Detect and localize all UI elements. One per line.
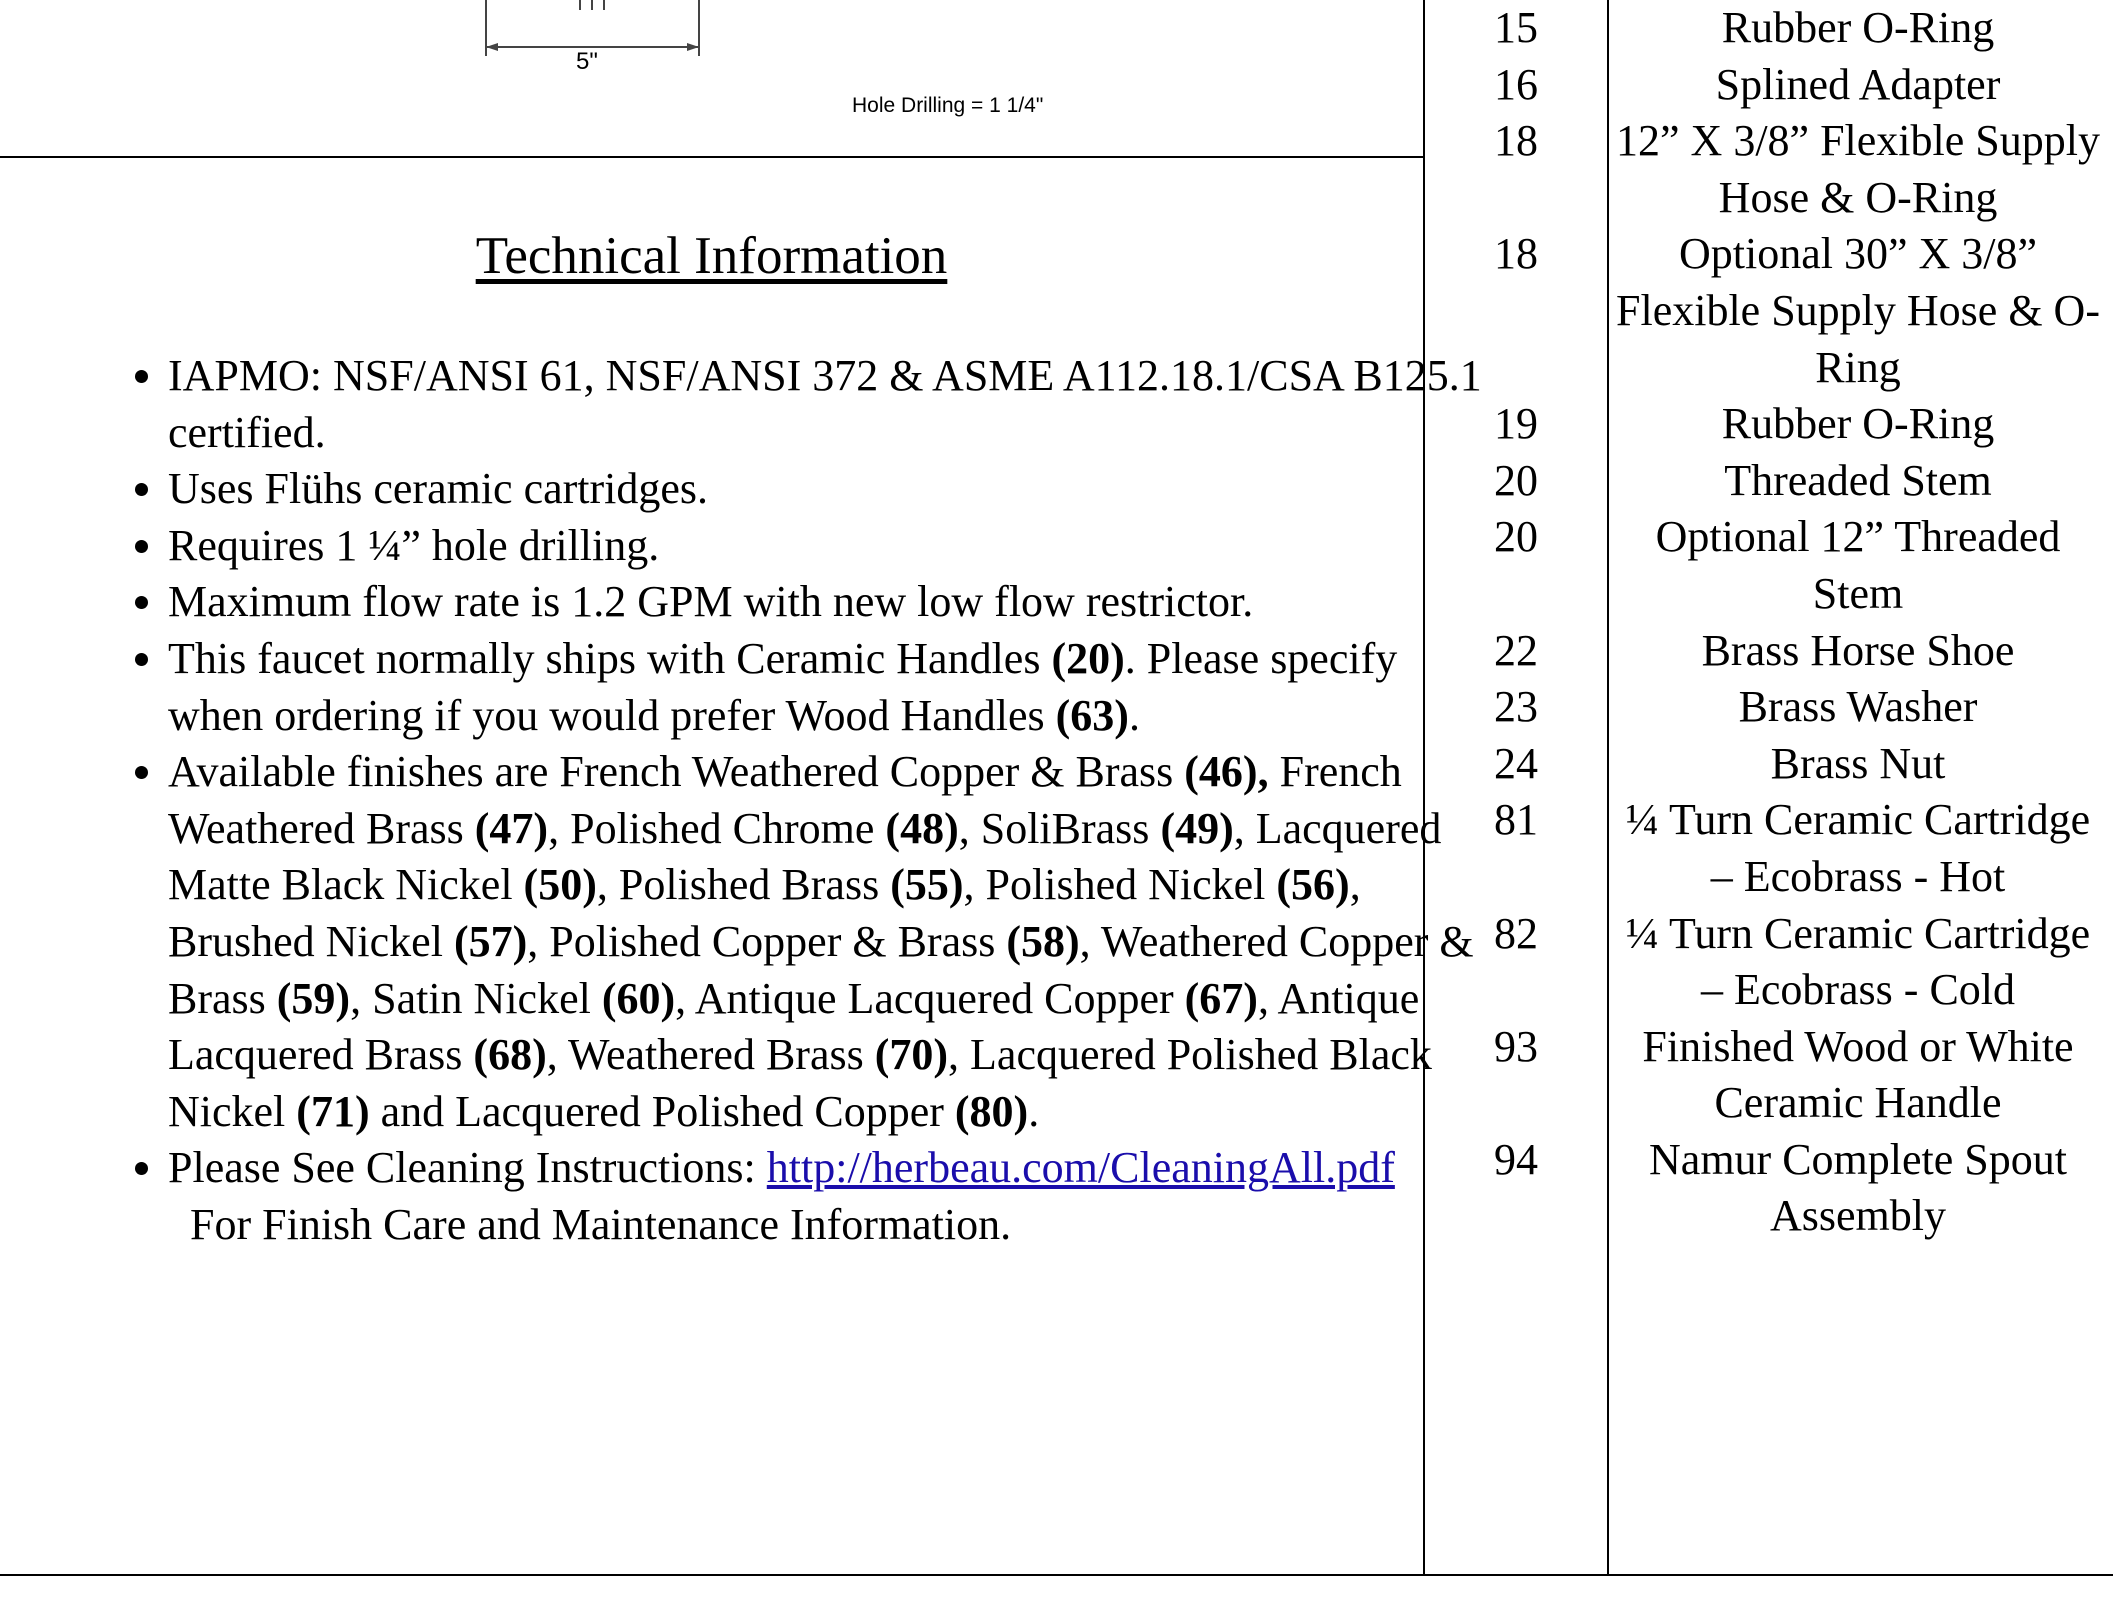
finish-name: Polished Copper & Brass [549, 916, 996, 966]
table-row [1427, 57, 2113, 114]
part-number: 20 [1494, 455, 1538, 505]
part-number: 18 [1494, 116, 1538, 166]
part-number: 94 [1494, 1134, 1538, 1184]
bullet-handles: • This faucet normally ships with Ceramic Handles (20). Please specify when ordering if you would prefer Wood Handles (63). [168, 631, 1488, 744]
part-description: Rubber O-Ring [1721, 399, 1995, 449]
finish-code: (70) [874, 1030, 949, 1080]
bullet-cartridges: • Uses Flühs ceramic cartridges. [168, 461, 1488, 518]
finish-name: Polished Brass [618, 860, 880, 910]
part-description: Rubber O-Ring [1721, 3, 1995, 52]
finish-separator: , [1349, 860, 1372, 910]
finish-separator: , [958, 803, 981, 853]
finish-separator: , [1257, 973, 1278, 1023]
table-row [1427, 453, 2113, 510]
finish-name: French Weathered Copper & Brass [559, 747, 1174, 797]
table-row [1427, 792, 2113, 905]
bullet-hole-drilling: • Requires 1 ¼” hole drilling. [168, 518, 1488, 575]
bullet-finishes: • Available finishes are French Weathered Copper & Brass (46), French Weathered Brass (47), Polished Chrome (48), SoliBrass (49), Lacquered Matte Black Nickel (50), Polished Brass (55), Polished Nickel (56), Brushed Nickel (57), Polished Copper & Brass (58), Weathered Copper & Brass (59), Satin Nickel (60), Antique Lacquered Copper (67), Antique Lacquered Brass (68), Weathered Brass (70), Lacquered Polished Black Nickel (71) and Lacquered Polished Copper (80). [168, 744, 1488, 1140]
technical-info-list [78, 348, 1488, 1254]
finish-code: (71) [296, 1086, 370, 1136]
part-number: 81 [1494, 795, 1538, 845]
part-description: 12” X 3/8” Flexible Supply Hose & O-Ring [1616, 116, 2100, 222]
finish-code: (46), [1184, 747, 1269, 797]
dimension-drawing [0, 0, 1423, 156]
finish-name: Lacquered Matte Black Nickel [168, 803, 1442, 910]
table-row [1427, 226, 2113, 396]
bullet-cleaning: • Please See Cleaning Instructions: http://herbeau.com/CleaningAll.pdf For Finish Care and Maintenance Information. [168, 1140, 1488, 1253]
part-description: Threaded Stem [1724, 455, 1992, 505]
finish-separator [1269, 747, 1280, 796]
finish-name: Satin Nickel [372, 973, 591, 1023]
finish-code: (80) [954, 1086, 1029, 1136]
part-number: 23 [1494, 682, 1538, 732]
cleaning-instructions-link[interactable]: http://herbeau.com/CleaningAll.pdf [766, 1143, 1395, 1193]
finish-separator: , [963, 860, 986, 910]
hole-drilling-note: Hole Drilling = 1 1/4" [852, 94, 1044, 117]
part-number: 22 [1494, 625, 1538, 675]
finish-name: Antique Lacquered Brass [168, 973, 1420, 1080]
finish-separator: , [1233, 803, 1256, 853]
table-row [1427, 906, 2113, 1019]
part-description: Namur Complete Spout Assembly [1649, 1134, 2067, 1241]
table-row [1427, 113, 2113, 226]
table-row [1427, 1019, 2113, 1132]
table-row [1427, 679, 2113, 736]
table-row [1427, 623, 2113, 680]
part-number: 19 [1494, 399, 1538, 449]
finish-name: Polished Nickel [985, 860, 1266, 910]
finish-code: (50) [523, 860, 597, 910]
finish-separator: , [527, 916, 550, 966]
part-number: 15 [1494, 3, 1538, 52]
divider-drawing [0, 156, 1423, 158]
finish-code: (58) [1006, 916, 1080, 966]
part-description: Brass Washer [1738, 682, 1978, 732]
part-number: 82 [1494, 908, 1538, 958]
part-number: 93 [1494, 1021, 1538, 1071]
finish-name: Lacquered Polished Copper [455, 1086, 944, 1136]
divider-bottom [0, 1574, 2113, 1576]
finish-code: (56) [1276, 860, 1350, 910]
part-description: Splined Adapter [1715, 59, 2001, 109]
table-row [1427, 0, 2113, 57]
table-row [1427, 736, 2113, 793]
table-row [1427, 396, 2113, 453]
finish-code: (47) [474, 803, 549, 853]
part-number: 18 [1494, 229, 1538, 279]
finish-name: Lacquered Polished Black Nickel [168, 1030, 1432, 1136]
finish-code: (57) [453, 916, 528, 966]
finish-code: (67) [1184, 973, 1258, 1023]
part-description: Optional 12” Threaded Stem [1655, 512, 2061, 618]
table-row [1427, 509, 2113, 622]
finish-name: French Weathered Brass [168, 747, 1402, 853]
finish-code: (59) [276, 973, 351, 1023]
section-title: Technical Information [475, 227, 948, 285]
finish-separator: , [546, 1030, 568, 1080]
part-description: Brass Horse Shoe [1701, 625, 2015, 675]
finish-separator: , [548, 803, 571, 853]
finish-code: (49) [1160, 803, 1234, 853]
finish-separator: and [369, 1086, 456, 1136]
part-number: 20 [1494, 512, 1538, 562]
part-description: ¼ Turn Ceramic Cartridge – Ecobrass - Cold [1625, 908, 2091, 1015]
parts-table [1427, 0, 2113, 1245]
finish-code: (68) [473, 1030, 547, 1080]
finish-separator: , [675, 973, 695, 1023]
finish-name: Antique Lacquered Copper [694, 973, 1174, 1023]
finish-separator: , [350, 973, 373, 1023]
bullet-certification: • IAPMO: NSF/ANSI 61, NSF/ANSI 372 & ASME A112.18.1/CSA B125.1 certified. [168, 348, 1488, 461]
finish-separator: . [1028, 1086, 1040, 1136]
finish-name: Polished Chrome [570, 803, 875, 853]
finish-code: (48) [885, 803, 959, 853]
part-number: 24 [1494, 738, 1538, 788]
part-number: 16 [1494, 59, 1538, 109]
finish-separator: , [948, 1030, 971, 1080]
part-description: ¼ Turn Ceramic Cartridge – Ecobrass - Hot [1625, 795, 2091, 901]
finish-name: Brushed Nickel [168, 916, 443, 966]
finish-code: (60) [601, 973, 676, 1023]
finish-name: SoliBrass [980, 803, 1150, 853]
part-description: Finished Wood or White Ceramic Handle [1642, 1021, 2074, 1128]
bullet-flow-rate: • Maximum flow rate is 1.2 GPM with new low flow restrictor. [168, 574, 1488, 631]
finish-code: (55) [890, 860, 964, 910]
finish-separator: , [1079, 916, 1101, 966]
finish-separator: , [596, 860, 619, 910]
finish-name: Weathered Brass [567, 1030, 864, 1080]
finish-name: Weathered Copper & Brass [168, 916, 1474, 1023]
part-description: Optional 30” X 3/8” Flexible Supply Hose & O-Ring [1616, 229, 2100, 392]
table-row [1427, 1132, 2113, 1245]
part-description: Brass Nut [1770, 738, 1946, 788]
dimension-label: 5" [576, 48, 598, 75]
